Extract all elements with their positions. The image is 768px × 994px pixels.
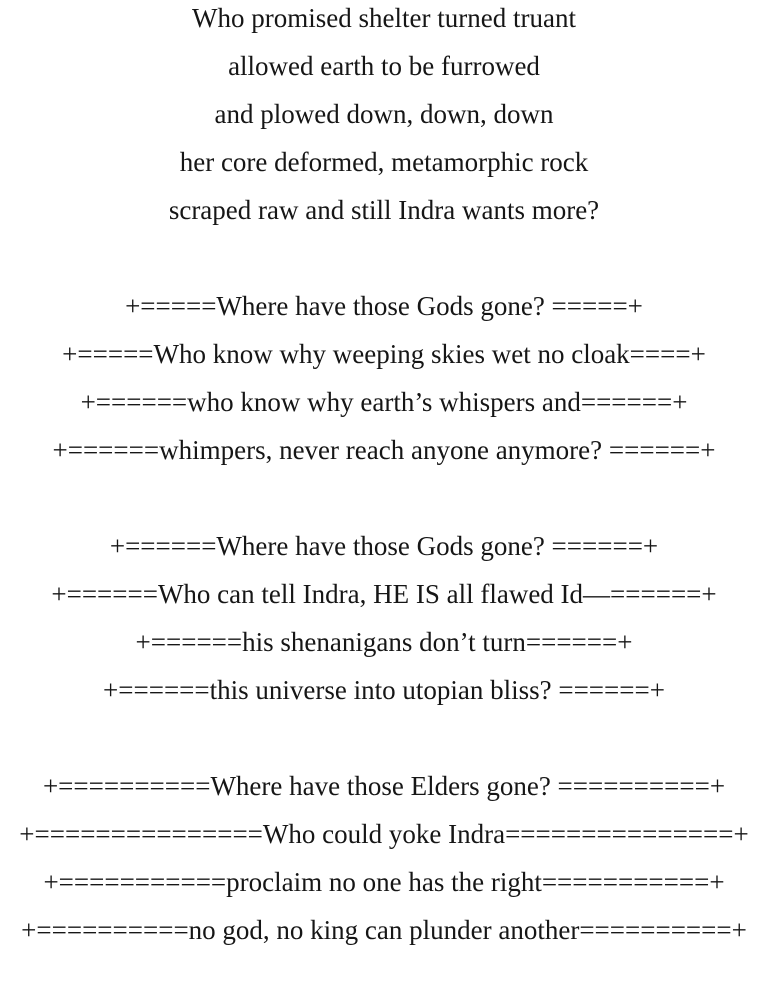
poem-line: +======who know why earth’s whispers and======+: [80, 387, 688, 417]
poem-line: +======this universe into utopian bliss? ======+: [103, 675, 665, 705]
poem-line: and plowed down, down, down: [214, 99, 554, 129]
poem-line: scraped raw and still Indra wants more?: [168, 195, 600, 225]
stanza-1: [0, 0, 768, 234]
poem-line: allowed earth to be furrowed: [228, 51, 540, 81]
stanza-3: [0, 522, 768, 714]
poem-line: +=====Where have those Gods gone? =====+: [125, 291, 643, 321]
poem-line: +======whimpers, never reach anyone anymore? ======+: [52, 435, 716, 465]
poem-line: her core deformed, metamorphic rock: [179, 147, 589, 177]
poem-line: +===========proclaim no one has the right===========+: [43, 867, 725, 897]
poem-line: +======Who can tell Indra, HE IS all flawed Id—======+: [51, 579, 717, 609]
poem-line: +==========Where have those Elders gone? ==========+: [42, 771, 726, 801]
poem-line: Who promised shelter turned truant: [192, 3, 576, 33]
poem-line: +=====Who know why weeping skies wet no cloak====+: [62, 339, 706, 369]
stanza-2: [0, 282, 768, 474]
poem-line: +===============Who could yoke Indra===============+: [19, 819, 749, 849]
stanza-4: [0, 762, 768, 954]
poem-line: +======Where have those Gods gone? ======+: [109, 531, 659, 561]
poem-line: +======his shenanigans don’t turn======+: [135, 627, 633, 657]
poem-line: +==========no god, no king can plunder another==========+: [21, 915, 747, 945]
